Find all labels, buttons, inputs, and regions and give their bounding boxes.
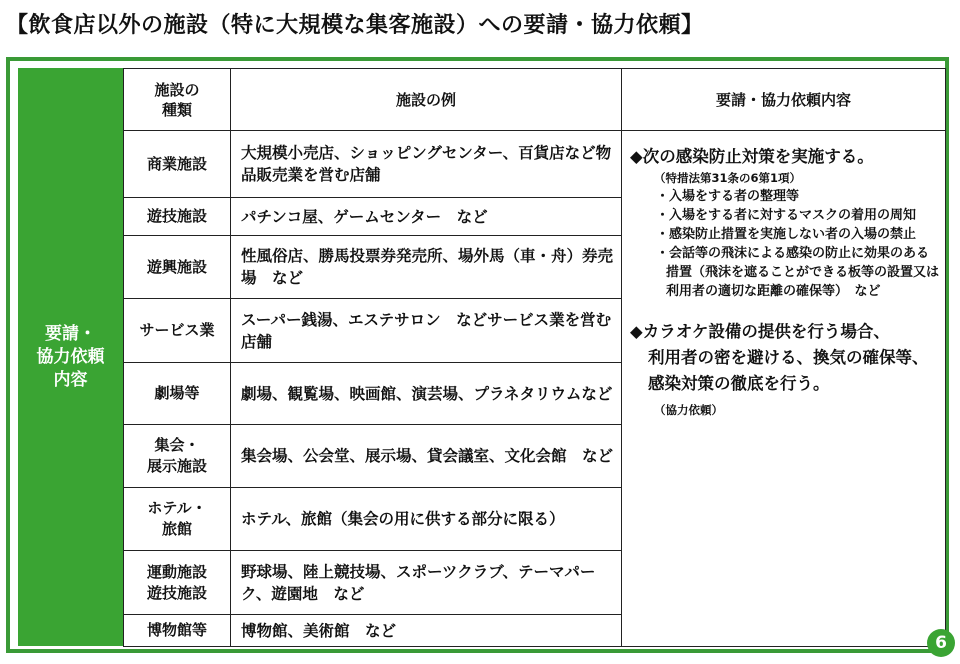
table-row (124, 131, 946, 198)
facility-type: 商業施設 (124, 131, 231, 198)
page-number-badge: 6 (927, 629, 955, 657)
request-item: ・会話等の飛沫による感染の防止に効果のある措置（飛沫を遮ることができる板等の設置又は利用者の適切な距離の確保等） など (656, 246, 940, 299)
side-label-line: 協力依頼 (36, 346, 105, 367)
header-examples: 施設の例 (231, 69, 622, 131)
facility-example: 博物館、美術館 など (231, 615, 622, 647)
facility-example: ホテル、旅館（集会の用に供する部分に限る） (231, 488, 622, 551)
facility-type: 博物館等 (124, 615, 231, 647)
request-item: ・感染防止措置を実施しない者の入場の禁止 (656, 227, 917, 242)
facility-type: 劇場等 (124, 363, 231, 425)
facility-type: 遊興施設 (124, 236, 231, 299)
facility-example: 野球場、陸上競技場、スポーツクラブ、テーマパーク、遊園地 など (231, 551, 622, 615)
side-label (18, 68, 123, 646)
request-content (622, 131, 946, 647)
facility-example: スーパー銭湯、エステサロン などサービス業を営む店舗 (231, 299, 622, 363)
facility-example: 劇場、観覧場、映画館、演芸場、プラネタリウムなど (231, 363, 622, 425)
law-reference: （特措法第31条の6第1項） (654, 171, 802, 185)
facility-example: パチンコ屋、ゲームセンター など (231, 198, 622, 236)
facility-type: ホテル・ 旅館 (124, 488, 231, 551)
facility-type: 集会・ 展示施設 (124, 425, 231, 488)
facility-type: 遊技施設 (124, 198, 231, 236)
header-request: 要請・協力依頼内容 (622, 69, 946, 131)
request-heading-2 (630, 319, 939, 397)
request-heading-2-rest: 利用者の密を避ける、換気の確保等、感染対策の徹底を行う。 (648, 348, 929, 393)
facility-example: 集会場、公会堂、展示場、貸会議室、文化会館 など (231, 425, 622, 488)
side-label-line: 要請・ (45, 323, 96, 344)
facility-example: 大規模小売店、ショッピングセンター、百貨店など物品販売業を営む店舗 (231, 131, 622, 198)
facility-table (123, 68, 946, 647)
facility-type: 運動施設 遊技施設 (124, 551, 231, 615)
request-heading-1: ◆次の感染防止対策を実施する。 (630, 147, 874, 166)
cooperation-note: （協力依頼） (654, 403, 723, 417)
request-heading-2-line1: ◆カラオケ設備の提供を行う場合、 (630, 322, 890, 341)
request-item: ・入場をする者の整理等 (656, 189, 800, 204)
header-type: 施設の 種類 (124, 69, 231, 131)
request-item: ・入場をする者に対するマスクの着用の周知 (656, 208, 917, 223)
page-title: 【飲食店以外の施設（特に大規模な集客施設）への要請・協力依頼】 (6, 13, 704, 38)
side-label-line: 内容 (53, 369, 88, 390)
facility-example: 性風俗店、勝馬投票券発売所、場外馬（車・舟）券売場 など (231, 236, 622, 299)
table-header-row (124, 69, 946, 131)
facility-type: サービス業 (124, 299, 231, 363)
